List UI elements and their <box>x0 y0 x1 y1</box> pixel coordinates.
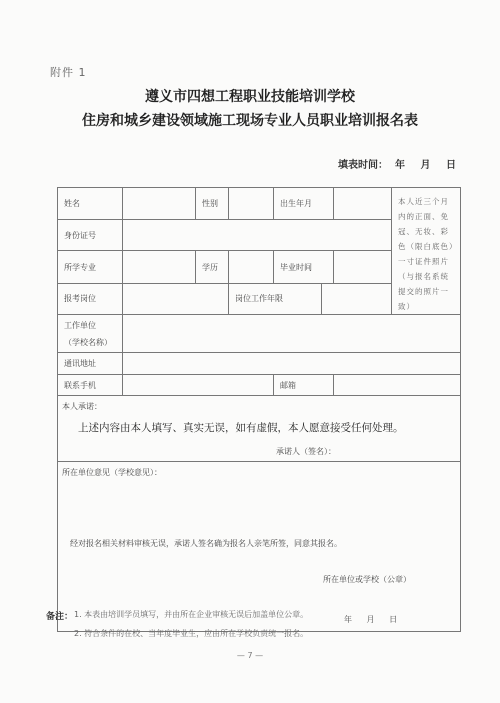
position-label: 报考岗位 <box>58 283 123 314</box>
major-field[interactable] <box>123 251 196 283</box>
registration-form <box>57 187 461 632</box>
name-label: 姓名 <box>58 188 123 220</box>
work-unit-label <box>58 315 123 353</box>
years-in-position-field[interactable] <box>322 283 392 314</box>
id-number-field[interactable] <box>123 220 392 251</box>
mobile-label: 联系手机 <box>58 375 123 396</box>
graduation-time-label: 毕业时间 <box>274 251 334 283</box>
work-unit-label-line1: 工作单位 <box>64 320 96 330</box>
attachment-label: 附件 1 <box>50 66 87 79</box>
major-label: 所学专业 <box>58 251 123 283</box>
opinion-text: 经对报名相关材料审核无误，承诺人签名确为报名人亲笔所签，同意其报名。 <box>70 539 342 548</box>
work-unit-field[interactable] <box>123 315 461 353</box>
mobile-field[interactable] <box>123 375 274 396</box>
education-label: 学历 <box>196 251 229 283</box>
pledge-section <box>58 396 461 462</box>
pledge-text: 上述内容由本人填写、真实无误，如有虚假，本人愿意接受任何处理。 <box>78 422 404 434</box>
address-label: 通讯地址 <box>58 353 123 375</box>
birth-field[interactable] <box>334 188 392 220</box>
gender-field[interactable] <box>229 188 274 220</box>
birth-label: 出生年月 <box>274 188 334 220</box>
address-field[interactable] <box>123 353 461 375</box>
name-field[interactable] <box>123 188 196 220</box>
page-subtitle: 住房和城乡建设领域施工现场专业人员职业培训报名表 <box>82 113 418 129</box>
gender-label: 性别 <box>196 188 229 220</box>
fill-time-label: 填表时间： <box>338 160 388 171</box>
graduation-time-field[interactable] <box>334 251 392 283</box>
note-item-1: 1. 本表由培训学员填写，并由所在企业审核无误后加盖单位公章。 <box>74 610 309 619</box>
opinion-heading: 所在单位意见（学校意见）： <box>62 468 162 477</box>
email-field[interactable] <box>334 375 461 396</box>
work-unit-label-line2: （学校名称） <box>64 337 112 347</box>
pledge-heading: 本人承诺： <box>62 402 102 411</box>
email-label: 邮箱 <box>274 375 334 396</box>
opinion-date: 年 月 日 <box>344 615 398 624</box>
fill-date: 年 月 日 <box>395 160 456 171</box>
page-number: — 7 — <box>236 651 264 660</box>
photo-box[interactable]: 本人近三个月内的正面、免冠、无妆、彩色（限白底色）一寸证件照片（与报名系统提交的照片一致） <box>392 188 461 315</box>
position-field[interactable] <box>123 283 229 314</box>
notes-label: 备注： <box>46 612 74 622</box>
years-in-position-label: 岗位工作年限 <box>229 283 322 314</box>
pledge-signature-label[interactable]: 承诺人（签名）： <box>276 447 336 456</box>
opinion-unit-seal: 所在单位或学校（公章） <box>323 575 411 584</box>
page-title: 遵义市四想工程职业技能培训学校 <box>145 89 355 105</box>
education-field[interactable] <box>229 251 274 283</box>
id-number-label: 身份证号 <box>58 220 123 251</box>
note-item-2: 2. 符合条件的在校、当年度毕业生，应由所在学校负责统一报名。 <box>74 629 309 638</box>
unit-opinion-section <box>58 462 461 632</box>
